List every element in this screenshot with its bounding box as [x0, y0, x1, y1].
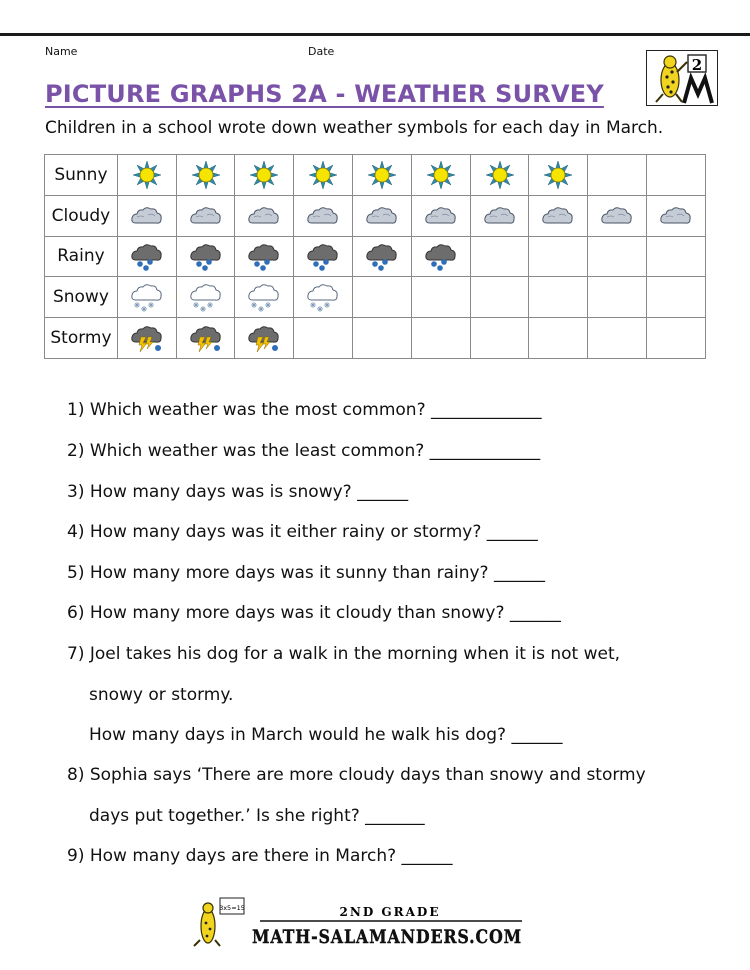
answer-blank[interactable]: ______ — [494, 563, 545, 583]
question-text-continued: days put together.’ Is she right? — [89, 806, 360, 826]
answer-blank[interactable]: ______ — [509, 603, 561, 623]
question-text: How many days was is snowy? — [89, 482, 352, 502]
empty-cell — [647, 155, 706, 196]
empty-cell — [470, 318, 529, 359]
empty-cell — [588, 318, 647, 359]
question-text: How many days was it either rainy or stormy? — [89, 522, 482, 542]
answer-blank[interactable]: _____________ — [429, 441, 541, 461]
graph-row-sunny — [45, 155, 706, 196]
snow-cloud-icon — [235, 277, 294, 318]
footer-logo — [190, 896, 530, 948]
question-text: Which weather was the least common? — [89, 441, 425, 461]
row-label: Cloudy — [45, 195, 118, 236]
question-number: 1) — [67, 400, 85, 420]
rain-cloud-icon — [176, 236, 235, 277]
question-number: 9) — [67, 846, 85, 866]
snow-cloud-icon — [176, 277, 235, 318]
footer-card-text: 3x5=15 — [219, 904, 245, 912]
row-label: Stormy — [45, 318, 118, 359]
storm-cloud-icon — [176, 318, 235, 359]
question-line — [67, 765, 646, 785]
graph-row-snowy — [45, 277, 706, 318]
footer-salamander-icon — [194, 903, 220, 946]
answer-blank[interactable]: ______ — [357, 482, 409, 502]
question-text: How many days are there in March? — [89, 846, 397, 866]
empty-cell — [588, 277, 647, 318]
cloud-icon — [294, 195, 353, 236]
cloud-icon — [588, 195, 647, 236]
question-line — [67, 806, 425, 826]
question-line — [67, 644, 620, 664]
sun-icon — [294, 155, 353, 196]
rain-cloud-icon — [117, 236, 176, 277]
answer-blank[interactable]: ______ — [401, 846, 453, 866]
empty-cell — [294, 318, 353, 359]
sun-icon — [176, 155, 235, 196]
question-number: 8) — [67, 765, 85, 785]
name-label: Name — [45, 45, 78, 58]
rain-cloud-icon — [411, 236, 470, 277]
question-line — [67, 685, 233, 705]
picture-graph-table — [44, 154, 706, 359]
empty-cell — [588, 236, 647, 277]
question-text: Sophia says ‘There are more cloudy days than snowy and stormy — [89, 765, 646, 785]
question-number: 4) — [67, 522, 85, 542]
graph-row-stormy — [45, 318, 706, 359]
empty-cell — [647, 318, 706, 359]
sun-icon — [411, 155, 470, 196]
sun-icon — [117, 155, 176, 196]
footer-site-text: MATH-SALAMANDERS.COM — [252, 926, 522, 948]
grade-logo — [646, 50, 718, 106]
empty-cell — [411, 318, 470, 359]
question-line — [67, 563, 545, 583]
date-label: Date — [308, 45, 335, 58]
sun-icon — [529, 155, 588, 196]
question-number: 6) — [67, 603, 85, 623]
cloud-icon — [117, 195, 176, 236]
grade-badge: 2 — [691, 56, 703, 74]
worksheet-instructions: Children in a school wrote down weather symbols for each day in March. — [45, 118, 664, 138]
cloud-icon — [353, 195, 412, 236]
question-text: Which weather was the most common? — [89, 400, 426, 420]
empty-cell — [353, 318, 412, 359]
rain-cloud-icon — [353, 236, 412, 277]
question-line — [67, 441, 540, 461]
graph-row-cloudy — [45, 195, 706, 236]
empty-cell — [353, 277, 412, 318]
question-line — [67, 522, 538, 542]
question-line — [67, 400, 542, 420]
snow-cloud-icon — [117, 277, 176, 318]
question-line — [67, 603, 561, 623]
empty-cell — [647, 277, 706, 318]
sun-icon — [470, 155, 529, 196]
rain-cloud-icon — [294, 236, 353, 277]
cloud-icon — [470, 195, 529, 236]
cloud-icon — [411, 195, 470, 236]
cloud-icon — [647, 195, 706, 236]
question-number: 5) — [67, 563, 85, 583]
empty-cell — [529, 318, 588, 359]
storm-cloud-icon — [117, 318, 176, 359]
question-line — [67, 725, 562, 745]
question-text: How many more days was it cloudy than snowy? — [89, 603, 505, 623]
empty-cell — [588, 155, 647, 196]
answer-blank[interactable]: _______ — [365, 806, 425, 826]
answer-blank[interactable]: _____________ — [431, 400, 542, 420]
empty-cell — [470, 277, 529, 318]
answer-blank[interactable]: ______ — [486, 522, 538, 542]
cloud-icon — [176, 195, 235, 236]
question-text: Joel takes his dog for a walk in the morning when it is not wet, — [89, 644, 621, 664]
cloud-icon — [529, 195, 588, 236]
row-label: Snowy — [45, 277, 118, 318]
rain-cloud-icon — [235, 236, 294, 277]
worksheet-title: PICTURE GRAPHS 2A - WEATHER SURVEY — [45, 80, 604, 108]
question-number: 2) — [67, 441, 85, 461]
question-line — [67, 482, 408, 502]
empty-cell — [411, 277, 470, 318]
question-text-continued: How many days in March would he walk his dog? — [89, 725, 507, 745]
sun-icon — [353, 155, 412, 196]
row-label: Sunny — [45, 155, 118, 196]
answer-blank[interactable]: ______ — [511, 725, 563, 745]
question-line — [67, 846, 453, 866]
empty-cell — [529, 236, 588, 277]
sun-icon — [235, 155, 294, 196]
question-number: 7) — [67, 644, 85, 664]
question-text-continued: snowy or stormy. — [89, 685, 234, 705]
question-number: 3) — [67, 482, 85, 502]
row-label: Rainy — [45, 236, 118, 277]
question-text: How many more days was it sunny than rainy? — [89, 563, 489, 583]
empty-cell — [470, 236, 529, 277]
empty-cell — [647, 236, 706, 277]
footer-grade-text: 2ND GRADE — [339, 905, 441, 919]
storm-cloud-icon — [235, 318, 294, 359]
top-rule — [0, 33, 750, 36]
cloud-icon — [235, 195, 294, 236]
graph-row-rainy — [45, 236, 706, 277]
snow-cloud-icon — [294, 277, 353, 318]
empty-cell — [529, 277, 588, 318]
